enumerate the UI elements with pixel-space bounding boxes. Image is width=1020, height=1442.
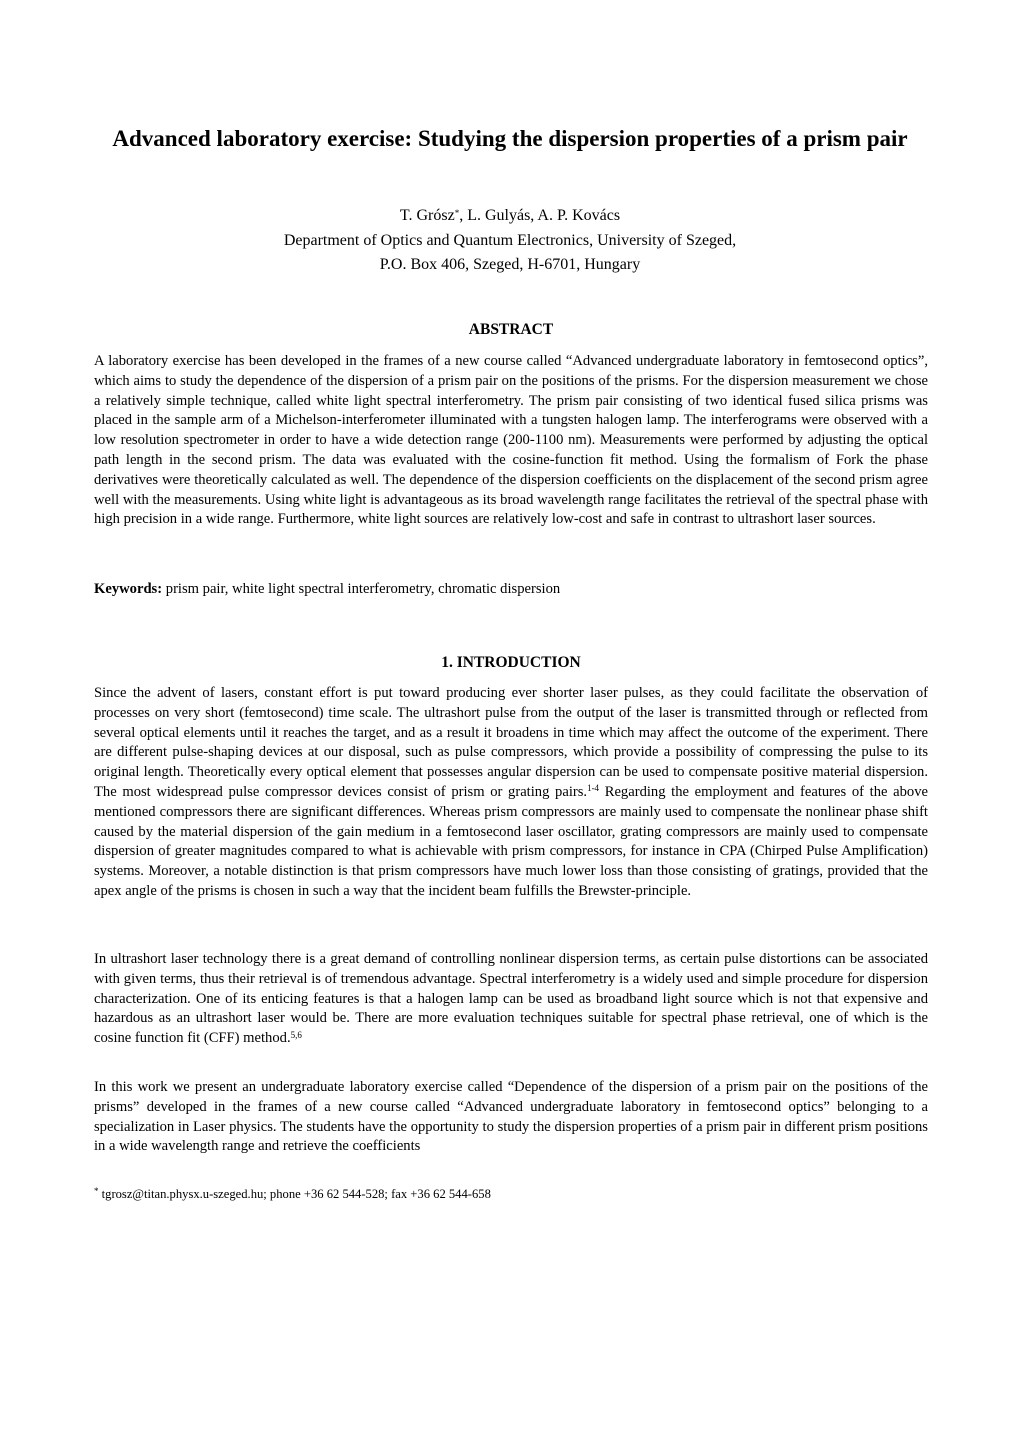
introduction-heading: 1. INTRODUCTION [441, 654, 581, 671]
affiliation [90, 229, 930, 277]
footnote-mark: * [94, 1185, 99, 1196]
keywords [94, 579, 928, 599]
keywords-text: prism pair, white light spectral interferometry, chromatic dispersion [165, 581, 561, 597]
paper-title: Advanced laboratory exercise: Studying the dispersion properties of a prism pair [112, 126, 908, 151]
footnote-contact: tgrosz@titan.physx.u-szeged.hu; phone +36 62 544-528; fax +36 62 544-658 [98, 1187, 491, 1201]
intro-p2-text: In ultrashort laser technology there is a great demand of controlling nonlinear dispersion terms, as certain pulse distortions can be associated with given terms, thus their retrieval is of tremendous advantage. Spectral interferometry is a widely used and simple procedure for dispersion characterization. One of its enticing features is that a halogen lamp can be used as broadband light source which is not that expensive and hazardous as an ultrashort laser would be. There are more evaluation techniques suitable for spectral phase retrieval, one of which is the cosine function fit (CFF) method. [94, 951, 928, 1047]
author-footnote-mark: * [454, 207, 460, 218]
intro-paragraph-3: In this work we present an undergraduate laboratory exercise called “Dependence of the dispersion of a prism pair on the positions of the prisms” developed in the frames of a new course called “Advanced undergraduate laboratory in femtosecond optics” belonging to a specialization in Laser physics. The students have the opportunity to study the dispersion properties of a prism pair in different prism positions in a wide wavelength range and retrieve the coefficients [94, 1079, 928, 1155]
citation-ref: 1-4 [587, 783, 600, 794]
intro-p1-part-b: Regarding the employment and features of the above mentioned compressors there are significant differences. Whereas prism compressors are mainly used to compensate the nonlinear phase shift caused by the material dispersion of the gain medium in a femtosecond laser oscillator, grating compressors are mainly used to compensate dispersion of greater magnitudes compared to what is achievable with prism compressors, for instance in CPA (Chirped Pulse Amplification) systems. Moreover, a notable distinction is that prism compressors have much lower loss than those consisting of gratings, provided that the apex angle of the prisms is chosen in such a way that the incident beam fulfills the Brewster-principle. [94, 783, 928, 899]
abstract-body: A laboratory exercise has been developed in the frames of a new course called “Advanced undergraduate laboratory in femtosecond optics”, which aims to study the dependence of the dispersion of a prism pair on the positions of the prisms. For the dispersion measurement we chose a relatively simple technique, called white light spectral interferometry. The prism pair consisting of two identical fused silica prisms was placed in the sample arm of a Michelson-interferometer illuminated with a tungsten halogen lamp. The interferograms were observed with a low resolution spectrometer in order to have a wide detection range (200-1100 nm). Measurements were performed by adjusting the optical path length in the second prism. The data was evaluated with the cosine-function fit method. Using the formalism of Fork the phase derivatives were theoretically calculated as well. The dependence of the dispersion coefficients on the displacement of the second prism agree well with the measurements. Using white light is advantageous as its broad wavelength range facilitates the retrieval of the spectral phase with high precision in a wide range. Furthermore, white light sources are relatively low-cost and safe in contrast to ultrashort laser sources. [94, 353, 928, 528]
author-rest: , L. Gulyás, A. P. Kovács [459, 207, 621, 224]
intro-p1-part-a: Since the advent of lasers, constant effort is put toward producing ever shorter laser pulses, as they could facilitate the observation of processes on very short (femtosecond) time scale. The ultrashort pulse from the output of the laser is transmitted through or reflected from several optical elements until it reaches the target, and as a result it broadens in time which may affect the outcome of the experiment. There are different pulse-shaping devices at our disposal, such as pulse compressors, which provide a possibility of compressing the pulse to its original length. Theoretically every optical element that possesses angular dispersion can be used to compensate positive material dispersion. The most widespread pulse compressor devices consist of prism or grating pairs. [94, 685, 928, 800]
affiliation-line-2: P.O. Box 406, Szeged, H-6701, Hungary [379, 256, 641, 273]
intro-paragraph-2 [94, 950, 928, 1049]
intro-paragraph-1 [94, 684, 928, 902]
author-list [90, 204, 930, 228]
footnote [94, 1185, 928, 1203]
keywords-label: Keywords: [94, 581, 163, 597]
abstract-heading: ABSTRACT [468, 321, 554, 338]
citation-ref: 5,6 [290, 1029, 302, 1040]
author-first: T. Grósz [399, 207, 455, 224]
affiliation-line-1: Department of Optics and Quantum Electronics, University of Szeged, [283, 232, 737, 249]
